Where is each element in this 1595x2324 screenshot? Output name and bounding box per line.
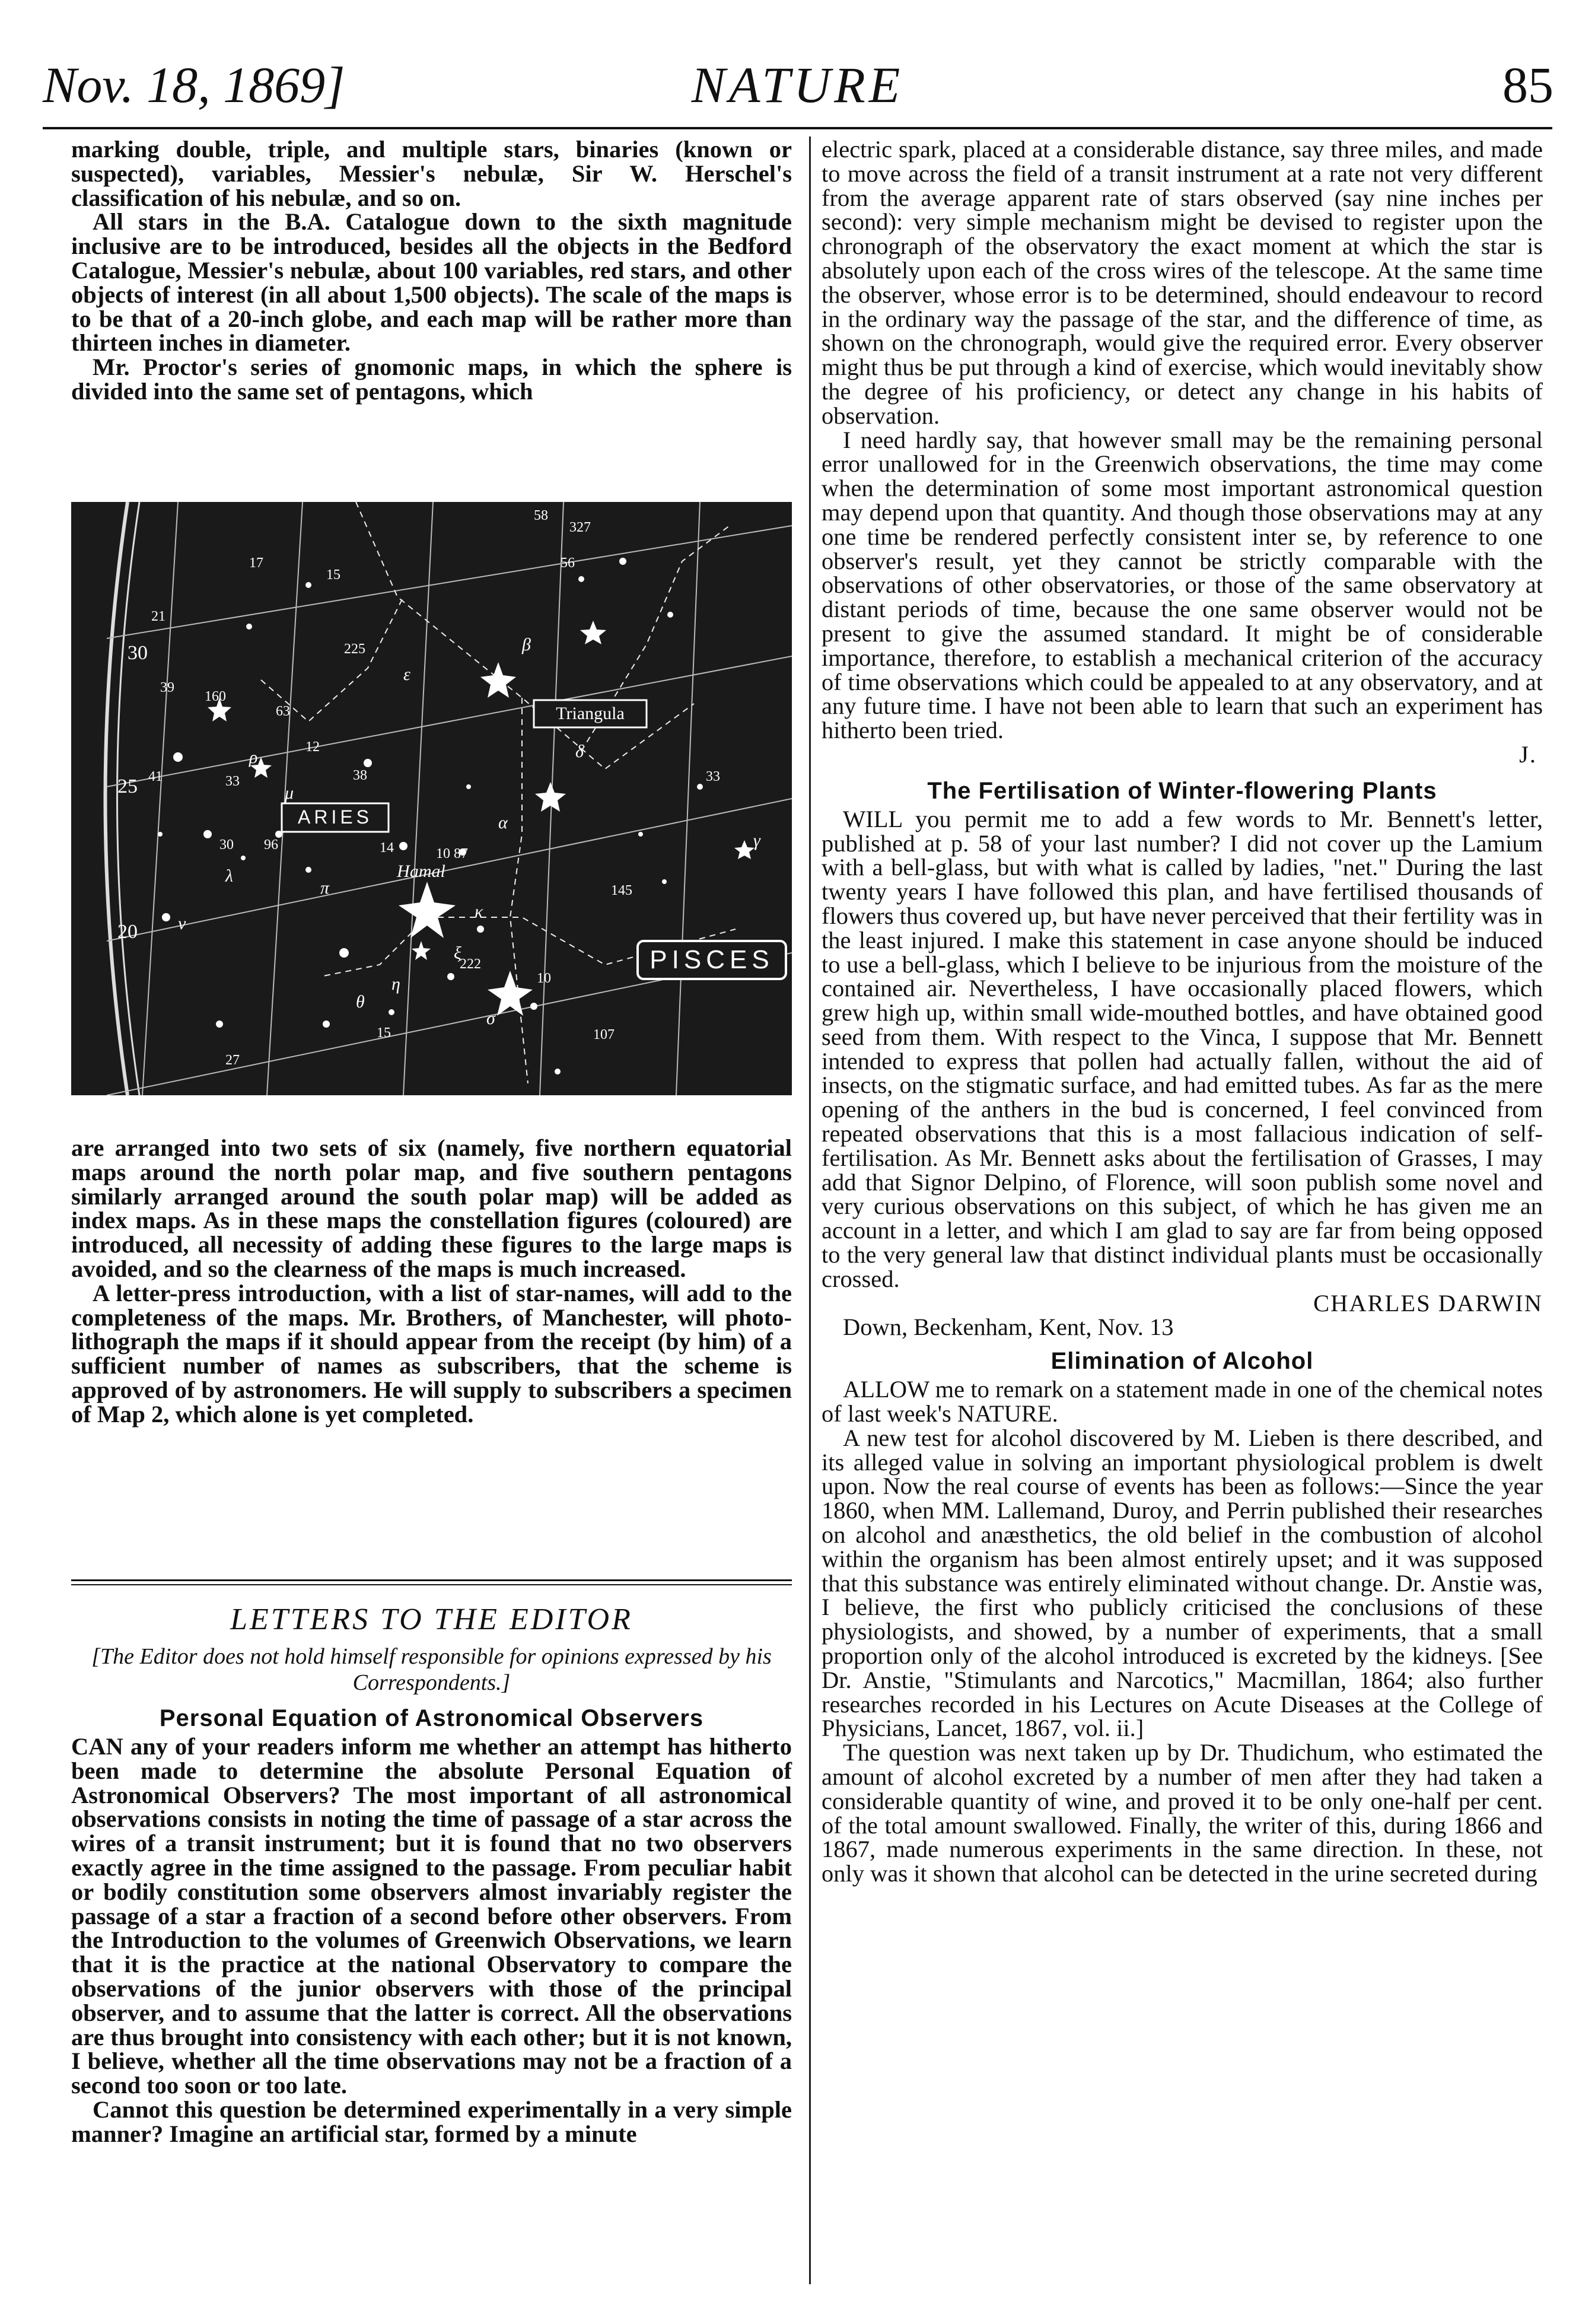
greek-label: δ (575, 742, 584, 761)
num-label: 222 (460, 956, 481, 972)
num-label: 225 (344, 641, 365, 657)
letter-heading: The Fertilisation of Winter-flowering Plants (927, 777, 1437, 804)
triangula-label: Triangula (556, 704, 625, 723)
num-label: 12 (305, 739, 320, 755)
greek-label: β (522, 635, 531, 654)
num-label: 21 (151, 609, 165, 624)
num-label: 160 (205, 689, 226, 704)
paragraph: are arranged into two sets of six (namely, five northern equatorial maps around the north polar map, and five southern pentagons similarly arranged around the south polar map) will be added as index maps. As in these maps the constellation figures (coloured) are introduced, all necessity of adding these figures to the large maps is avoided, and so the clearness of the maps is much increased. (71, 1134, 792, 1282)
place-date: Down, Beckenham, Kent, Nov. 13 (843, 1314, 1174, 1341)
paragraph: electric spark, placed at a considerable distance, say three miles, and made to move across the field of a transit instrument at a rate not very different from the average apparent rate of stars observed (say nine inches per second): very simple mechanism might be devised to register upon the chronograph of the observatory the exact moment at which the star is absolutely upon each of the cross wires of the telescope. At the same time the observer, whose error is to be determined, should endeavour to record in the ordinary way the passage of the star, and the difference of time, as shown on the chronograph, would give the required error. Every observer might thus be put through a kind of exercise, which would inevitably show the degree of his proficiency, or detect any change in his habits of observation. (822, 136, 1543, 429)
paragraph: I need hardly say, that however small may be the remaining personal error unallowed for in the Greenwich observations, the time may come when the determination of some most important astronomical question may depend upon that quantity. And though those observations may at any one time be rendered perfectly consistent inter se, by reference to one observer's result, yet they cannot be strictly comparable with the observations of other observatories, or those of the same observatory at distant periods of time, because the one same observer would not be present to give the assumed standard. It might be of considerable importance, therefore, to establish a mechanical criterion of the accuracy of time observations which could be appealed to at any observatory, and at any future time. I have not been able to learn that such an experiment has hitherto been tried. (822, 426, 1543, 744)
star-map-figure (71, 502, 792, 1095)
greek-label: κ (475, 902, 483, 921)
left-column-middle (71, 1136, 792, 1427)
greek-label: η (391, 974, 400, 994)
paragraph: WILL you permit me to add a few words to Mr. Bennett's letter, published at p. 58 of your last number? I did not cover up the Lamium with a bell-glass, but with what is called by ladies, "net." During the last twenty years I have followed this plan, and have fertilised thousands of flowers thus covered up, but have never perceived that their fertility was in the least injured. I make this statement in case anyone should be induced to use a bell-glass, which I believe to be injurious from the moisture of the contained air. Nevertheless, I have occasionally placed flowers, which grew high up, within small wide-mouthed bottles, and have obtained good seed from them. With respect to the Vinca, I suppose that Mr. Bennett intended to express that pollen had actually fallen, without the aid of insects, on the stigmatic surface, and had emitted tubes. As far as the mere opening of the anthers in the bud is concerned, I feel convinced from repeated observations that this is a most fallacious indication of self-fertilisation. As Mr. Bennett asks about the fertilisation of Grasses, I may add that Signor Delpino, of Florence, will soon publish some novel and very curious observations on this subject, of which he has given me an account in a letter, and which I am glad to say are far from being opposed to the very general law that distinct individual plants must be occasionally crossed. (822, 805, 1543, 1292)
paragraph: Cannot this question be determined experimentally in a very simple manner? Imagine an artificial star, formed by a minute (71, 2096, 792, 2147)
num-label: 15 (377, 1025, 391, 1041)
journal-title: NATURE (691, 56, 904, 113)
greek-label: ρ (249, 748, 258, 767)
letters-section-title: LETTERS TO THE EDITOR (230, 1603, 633, 1636)
greek-label: π (320, 878, 330, 898)
greek-label: λ (225, 866, 233, 886)
left-column-top (71, 138, 792, 404)
num-label: 58 (534, 508, 548, 523)
aries-label: ARIES (297, 806, 373, 828)
num-label: 10 (537, 971, 551, 986)
greek-label: α (498, 813, 508, 832)
num-label: 87 (454, 846, 468, 861)
num-label: 20 (117, 921, 138, 943)
num-label: 327 (569, 520, 591, 535)
map-background (71, 502, 792, 1095)
num-label: 15 (326, 567, 340, 583)
num-label: 10 (436, 846, 450, 861)
section-rule (71, 1579, 792, 1581)
greek-label: ξ (454, 943, 461, 963)
header-rule (43, 127, 1552, 129)
column-divider (809, 136, 811, 2284)
greek-label: ε (403, 665, 410, 684)
paragraph: A letter-press introduction, with a list of star-names, will add to the completeness of the maps. Mr. Brothers, of Manchester, will photo-lithograph the maps if it should appear from the receipt (by him) of a sufficient number of names as subscribers, that the scheme is approved of by astronomers. He will supply to subscribers a specimen of Map 2, which alone is yet completed. (71, 1279, 792, 1428)
greek-label: μ (285, 783, 294, 803)
greek-label: ν (178, 914, 186, 933)
letter-heading: Personal Equation of Astronomical Observers (159, 1705, 704, 1731)
num-label: 56 (561, 555, 575, 571)
signature: CHARLES DARWIN (1313, 1289, 1543, 1317)
num-label: 30 (128, 642, 148, 664)
num-label: 41 (148, 769, 163, 784)
letter-heading: Elimination of Alcohol (1050, 1348, 1314, 1375)
editor-disclaimer: [The Editor does not hold himself responsible for opinions expressed by his Correspondents.] (91, 1644, 772, 1695)
greek-label: θ (356, 992, 365, 1012)
paragraph: The question was next taken up by Dr. Thudichum, who estimated the amount of alcohol excreted by a number of men after they had taken a considerable quantity of wine, and proved it to be only one-half per cent. of the total amount swallowed. Finally, the writer of this, during 1866 and 1867, made numerous experiments in the same direction. In these, not only was it shown that alcohol can be detected in the urine secreted during (822, 1739, 1543, 1887)
paragraph: ALLOW me to remark on a statement made in one of the chemical notes of last week's NATURE. (822, 1376, 1543, 1428)
num-label: 27 (225, 1053, 240, 1068)
hamal-label: Hamal (397, 861, 445, 881)
num-label: 17 (249, 555, 263, 571)
num-label: 38 (353, 768, 367, 783)
paragraph: Mr. Proctor's series of gnomonic maps, in which the sphere is divided into the same set of pentagons, which (71, 354, 792, 405)
paragraph: A new test for alcohol discovered by M. Lieben is there described, and its alleged value in solving an important physiological problem is dwelt upon. Now the real course of events has been as follows:—Since the year 1860, when MM. Lallemand, Duroy, and Perrin published their researches on alcohol and anæsthetics, the old belief in the combustion of alcohol within the organism has been almost entirely upset; and it was supposed that this substance was entirely eliminated without change. Dr. Anstie was, I believe, the first who publicly criticised the conclusions of these physiologists, and showed, by a number of experiments, that a small proportion only of the alcohol introduced is excreted by the kidneys. [See Dr. Anstie, "Stimulants and Narcotics," Macmillan, 1864; also further researches recorded in his Lectures on Acute Diseases at the College of Physicians, Lancet, 1867, vol. ii.] (822, 1424, 1543, 1742)
greek-label: σ (486, 1009, 495, 1028)
num-label: 33 (706, 769, 720, 784)
paragraph: All stars in the B.A. Catalogue down to the sixth magnitude inclusive are to be introduced, besides all the objects in the Bedford Catalogue, Messier's nebulæ, about 100 variables, red stars, and other objects of interest (in all about 1,500 objects). The scale of the maps is to be that of a 20-inch globe, and each map will be rather more than thirteen inches in diameter. (71, 208, 792, 357)
star-map (71, 502, 792, 1095)
left-column-letters (71, 1702, 792, 2147)
signature-initial: J. (1519, 740, 1537, 768)
pisces-label: PISCES (650, 945, 774, 974)
paragraph: CAN any of your readers inform me whether an attempt has hitherto been made to determine the absolute Personal Equation of Astronomical Observers? The most important of all astronomical observations consists in noting the time of passage of a star across the wires of a transit instrument; but it is found that no two observers exactly agree in the time assigned to the passage. From peculiar habit or bodily constitution some observers almost invariably register the passage of a star a fraction of a second before other observers. From the Introduction to the volumes of Greenwich Observations, we learn that it is the practice at the national Observatory to compare the observations of the junior observers with those of the principal observer, and to assume that the latter is correct. All the observations are thus brought into consistency with each other; but it is not known, I believe, whether all the time observations may not be a fraction of a second too soon or too late. (71, 1733, 792, 2099)
num-label: 30 (219, 837, 234, 853)
right-column (822, 138, 1543, 1886)
num-label: 63 (276, 704, 290, 719)
num-label: 96 (264, 837, 278, 853)
num-label: 14 (380, 840, 394, 856)
greek-label: γ (753, 831, 760, 850)
paragraph: marking double, triple, and multiple stars, binaries (known or suspected), variables, Messier's nebulæ, Sir W. Herschel's classification of his nebulæ, and so on. (71, 136, 792, 211)
num-label: 25 (117, 775, 138, 797)
section-rule (71, 1584, 792, 1585)
num-label: 145 (611, 883, 632, 898)
num-label: 33 (225, 774, 240, 789)
num-label: 39 (160, 680, 174, 695)
issue-date: Nov. 18, 1869] (43, 56, 345, 113)
page-number: 85 (1502, 56, 1553, 113)
num-label: 107 (593, 1027, 615, 1042)
